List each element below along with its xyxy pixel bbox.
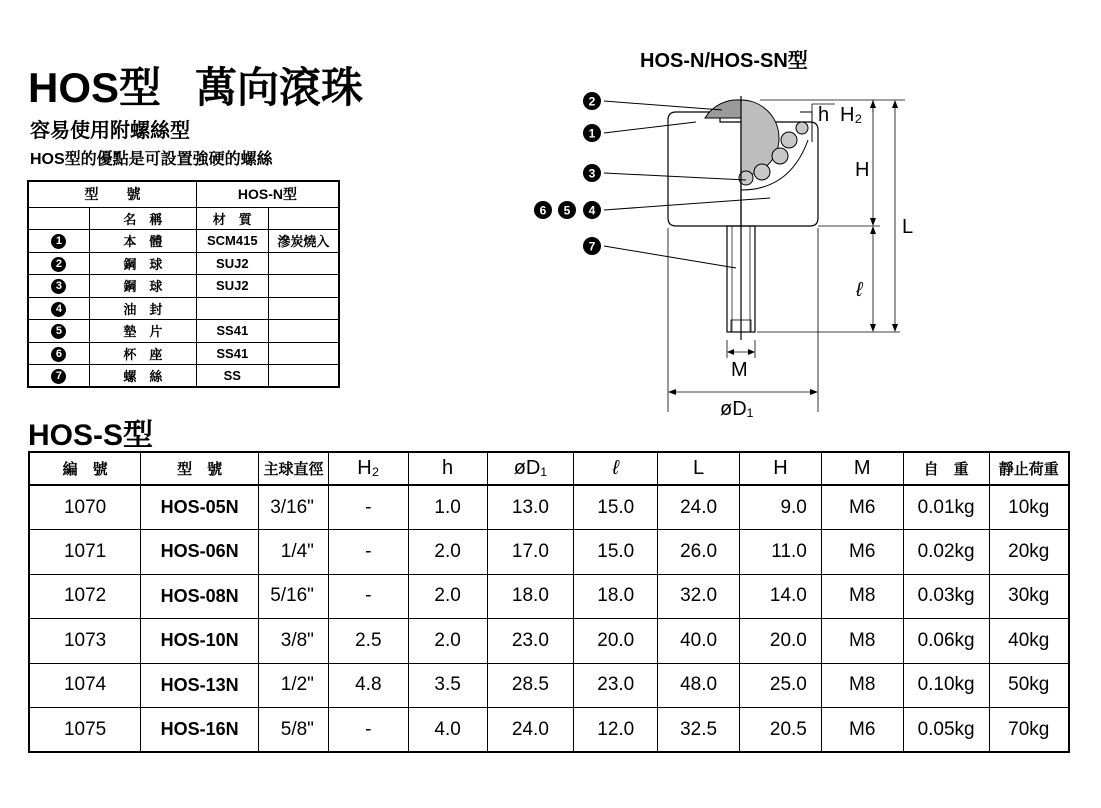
- spec-cell: 40kg: [989, 619, 1069, 664]
- spec-cell: HOS-16N: [141, 708, 259, 753]
- spec-cell: M8: [821, 619, 903, 664]
- spec-header-cell: ℓ: [574, 452, 658, 485]
- spec-cell: 5/16": [258, 574, 328, 619]
- spec-cell: 70kg: [989, 708, 1069, 753]
- callout-6: [534, 201, 552, 219]
- spec-cell: 24.0: [487, 708, 574, 753]
- spec-cell: HOS-06N: [141, 530, 259, 575]
- parts-type-label: 型 號: [28, 181, 196, 207]
- svg-text:4: 4: [588, 203, 596, 218]
- spec-cell: 23.0: [487, 619, 574, 664]
- parts-cell-material: SS41: [196, 342, 268, 365]
- dim-h2-label: H₂: [840, 104, 863, 126]
- title-name: 萬向滾珠: [195, 64, 364, 111]
- spec-cell: 25.0: [739, 663, 821, 708]
- title-model: HOS型: [28, 64, 162, 111]
- spec-cell: -: [328, 574, 408, 619]
- parts-cell-material: SS41: [196, 320, 268, 343]
- spec-cell: 0.02kg: [903, 530, 989, 575]
- spec-header-cell: H₂: [328, 452, 408, 485]
- parts-col-name: 名 稱: [89, 207, 196, 230]
- spec-row: [29, 485, 1069, 530]
- spec-cell: -: [328, 485, 408, 530]
- spec-cell: 10kg: [989, 485, 1069, 530]
- spec-header-cell: M: [821, 452, 903, 485]
- spec-cell: 14.0: [739, 574, 821, 619]
- spec-row: [29, 530, 1069, 575]
- spec-table: [28, 451, 1070, 753]
- callout-2: [583, 92, 601, 110]
- callout-7: [583, 237, 601, 255]
- spec-cell: 20.0: [574, 619, 658, 664]
- spec-cell: 18.0: [487, 574, 574, 619]
- svg-text:1: 1: [588, 126, 596, 141]
- parts-cell-name: 墊 片: [89, 320, 196, 343]
- part-number-badge: 3: [51, 279, 66, 294]
- spec-row: [29, 574, 1069, 619]
- spec-cell: M6: [821, 708, 903, 753]
- parts-cell-name: 鋼 球: [89, 275, 196, 298]
- part-number-badge: 2: [51, 257, 66, 272]
- spec-header-cell: 靜止荷重: [989, 452, 1069, 485]
- parts-cell-material: SUJ2: [196, 275, 268, 298]
- spec-cell: -: [328, 530, 408, 575]
- spec-header-cell: 編 號: [29, 452, 141, 485]
- spec-cell: 50kg: [989, 663, 1069, 708]
- spec-cell: 15.0: [574, 530, 658, 575]
- spec-header-cell: 型 號: [141, 452, 259, 485]
- spec-cell: 0.03kg: [903, 574, 989, 619]
- spec-cell: 5/8": [258, 708, 328, 753]
- part-number-badge: 5: [51, 324, 66, 339]
- dim-l-label: ℓ: [856, 279, 863, 301]
- spec-cell: 32.0: [658, 574, 740, 619]
- spec-cell: M8: [821, 663, 903, 708]
- spec-cell: 1073: [29, 619, 141, 664]
- spec-cell: 24.0: [658, 485, 740, 530]
- spec-header-cell: øD₁: [487, 452, 574, 485]
- spec-row: [29, 619, 1069, 664]
- spec-cell: 26.0: [658, 530, 740, 575]
- spec-cell: 32.5: [658, 708, 740, 753]
- spec-cell: 1072: [29, 574, 141, 619]
- spec-cell: 30kg: [989, 574, 1069, 619]
- spec-cell: 1070: [29, 485, 141, 530]
- spec-header-cell: h: [408, 452, 487, 485]
- dim-H-label: H: [855, 159, 870, 181]
- spec-cell: 1071: [29, 530, 141, 575]
- spec-cell: 2.0: [408, 574, 487, 619]
- spec-cell: 1/2": [258, 663, 328, 708]
- spec-cell: HOS-08N: [141, 574, 259, 619]
- spec-cell: 20.5: [739, 708, 821, 753]
- parts-cell-name: 油 封: [89, 297, 196, 320]
- parts-col-material: 材 質: [196, 207, 268, 230]
- spec-cell: 4.8: [328, 663, 408, 708]
- spec-cell: 18.0: [574, 574, 658, 619]
- spec-cell: 2.5: [328, 619, 408, 664]
- parts-cell-name: 本 體: [89, 230, 196, 253]
- spec-cell: 3/8": [258, 619, 328, 664]
- spec-header-cell: H: [739, 452, 821, 485]
- part-number-badge: 7: [51, 369, 66, 384]
- spec-cell: 15.0: [574, 485, 658, 530]
- parts-cell-material: SS: [196, 365, 268, 388]
- svg-text:5: 5: [563, 203, 571, 218]
- feature-note: HOS型的優點是可設置強硬的螺絲: [30, 151, 273, 168]
- parts-cell-name: 螺 絲: [89, 365, 196, 388]
- spec-cell: 1075: [29, 708, 141, 753]
- svg-text:7: 7: [588, 239, 596, 254]
- spec-cell: 20.0: [739, 619, 821, 664]
- parts-cell-material: SCM415: [196, 230, 268, 253]
- callout-4: [583, 201, 601, 219]
- spec-row: [29, 708, 1069, 753]
- part-number-badge: 4: [51, 302, 66, 317]
- parts-model-label: HOS-N型: [196, 181, 339, 207]
- subtitle: 容易使用附螺絲型: [30, 120, 190, 142]
- spec-header-cell: 主球直徑: [258, 452, 328, 485]
- spec-cell: 2.0: [408, 619, 487, 664]
- part-number-badge: 1: [51, 234, 66, 249]
- spec-cell: 3/16": [258, 485, 328, 530]
- dim-L-label: L: [902, 216, 914, 238]
- dim-M-label: M: [731, 359, 748, 381]
- spec-cell: 1074: [29, 663, 141, 708]
- spec-cell: 13.0: [487, 485, 574, 530]
- spec-cell: HOS-10N: [141, 619, 259, 664]
- spec-cell: M6: [821, 530, 903, 575]
- spec-cell: 1/4": [258, 530, 328, 575]
- spec-table-header: [29, 452, 1069, 485]
- spec-cell: HOS-05N: [141, 485, 259, 530]
- spec-cell: 1.0: [408, 485, 487, 530]
- parts-cell-name: 杯 座: [89, 342, 196, 365]
- callout-5: [558, 201, 576, 219]
- spec-cell: 3.5: [408, 663, 487, 708]
- callout-1: [583, 124, 601, 142]
- spec-cell: M6: [821, 485, 903, 530]
- parts-cell-note: 滲炭燒入: [268, 230, 339, 253]
- spec-cell: 12.0: [574, 708, 658, 753]
- spec-cell: 0.05kg: [903, 708, 989, 753]
- svg-text:2: 2: [588, 94, 596, 109]
- diagram-title: HOS-N/HOS-SN型: [640, 50, 808, 72]
- spec-section-title: HOS-S型: [28, 419, 154, 452]
- spec-header-cell: L: [658, 452, 740, 485]
- spec-table-body: [29, 485, 1069, 752]
- callout-3: [583, 164, 601, 182]
- spec-cell: 28.5: [487, 663, 574, 708]
- parts-cell-name: 鋼 球: [89, 252, 196, 275]
- spec-cell: 4.0: [408, 708, 487, 753]
- spec-cell: 40.0: [658, 619, 740, 664]
- spec-row: [29, 663, 1069, 708]
- spec-cell: 11.0: [739, 530, 821, 575]
- spec-cell: 23.0: [574, 663, 658, 708]
- spec-cell: 0.10kg: [903, 663, 989, 708]
- spec-cell: 48.0: [658, 663, 740, 708]
- part-number-badge: 6: [51, 347, 66, 362]
- spec-cell: 17.0: [487, 530, 574, 575]
- spec-cell: -: [328, 708, 408, 753]
- spec-cell: 2.0: [408, 530, 487, 575]
- spec-cell: 9.0: [739, 485, 821, 530]
- spec-cell: 0.01kg: [903, 485, 989, 530]
- dim-D1-label: øD₁: [720, 398, 754, 420]
- spec-cell: HOS-13N: [141, 663, 259, 708]
- spec-cell: M8: [821, 574, 903, 619]
- svg-text:6: 6: [539, 203, 547, 218]
- parts-cell-material: SUJ2: [196, 252, 268, 275]
- spec-cell: 0.06kg: [903, 619, 989, 664]
- svg-text:3: 3: [588, 166, 596, 181]
- dim-h-label: h: [818, 104, 830, 126]
- spec-cell: 20kg: [989, 530, 1069, 575]
- spec-header-cell: 自 重: [903, 452, 989, 485]
